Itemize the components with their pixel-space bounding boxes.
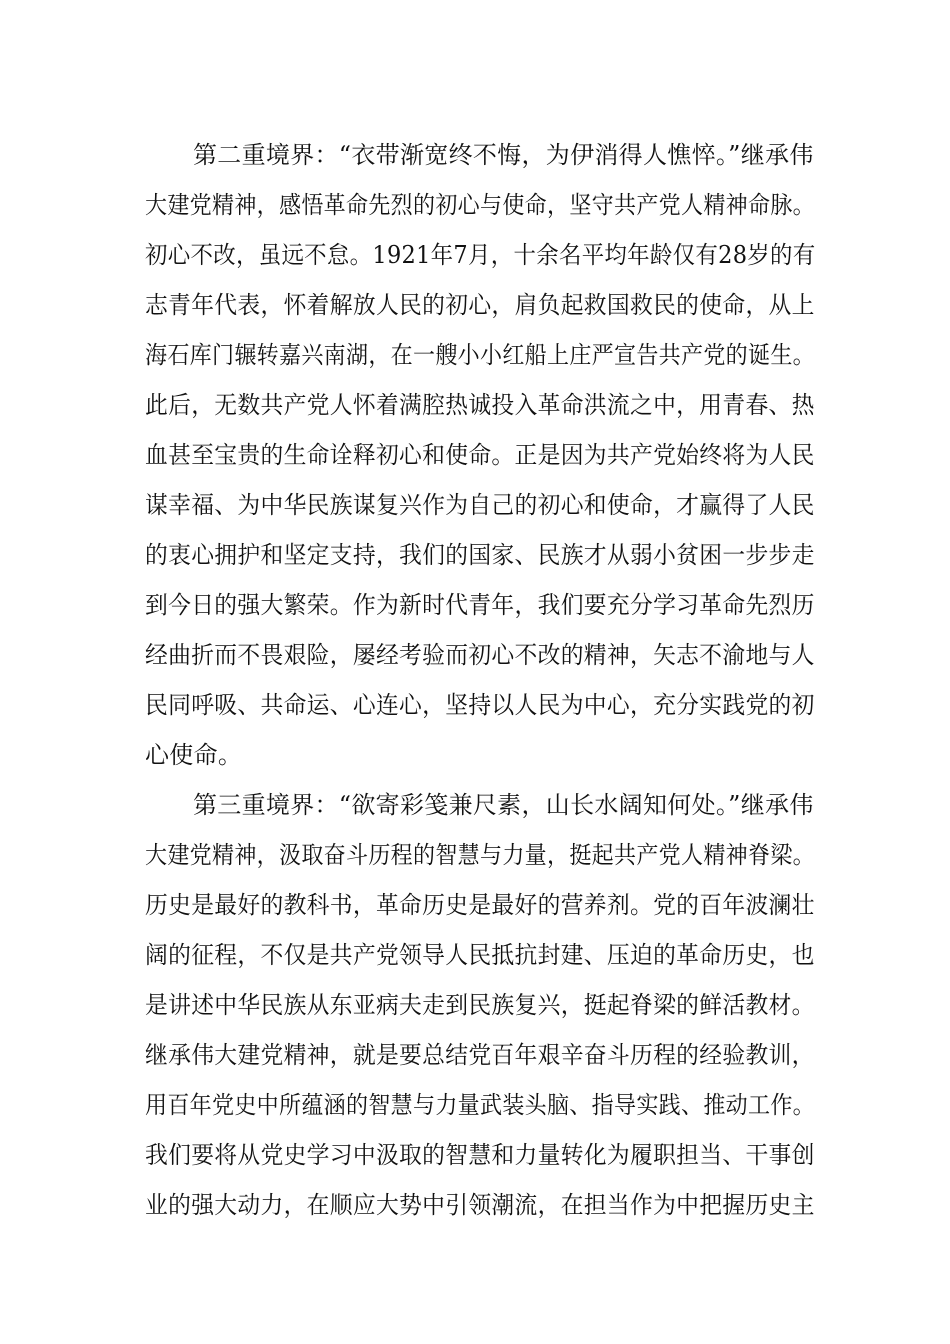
- paragraph-line: 志青年代表，怀着解放人民的初心，肩负起救国救民的使命，从上: [145, 291, 815, 319]
- paragraph-line: 我们要将从党史学习中汲取的智慧和力量转化为履职担当、干事创: [145, 1141, 815, 1169]
- paragraph-line: 用百年党史中所蕴涵的智慧与力量武装头脑、指导实践、推动工作。: [145, 1091, 816, 1119]
- paragraph-line: 第三重境界：“欲寄彩笺兼尺素，山长水阔知何处。”继承伟: [193, 791, 814, 819]
- paragraph-line: 历史是最好的教科书，革命历史是最好的营养剂。党的百年波澜壮: [145, 891, 815, 919]
- paragraph-line: 第二重境界：“衣带渐宽终不悔，为伊消得人憔悴。”继承伟: [193, 141, 814, 169]
- paragraph-line: 阔的征程，不仅是共产党领导人民抵抗封建、压迫的革命历史，也: [145, 941, 815, 969]
- paragraph-line: 业的强大动力，在顺应大势中引领潮流，在担当作为中把握历史主: [145, 1191, 815, 1219]
- paragraph-line: 经曲折而不畏艰险，屡经考验而初心不改的精神，矢志不渝地与人: [145, 641, 815, 669]
- paragraph-line: 大建党精神，感悟革命先烈的初心与使命，坚守共产党人精神命脉。: [145, 191, 816, 219]
- paragraph-line: 心使命。: [145, 741, 243, 769]
- paragraph-line: 到今日的强大繁荣。作为新时代青年，我们要充分学习革命先烈历: [145, 591, 815, 619]
- paragraph-line: 此后，无数共产党人怀着满腔热诚投入革命洪流之中，用青春、热: [145, 391, 815, 419]
- paragraph-line: 的衷心拥护和坚定支持，我们的国家、民族才从弱小贫困一步步走: [145, 541, 815, 569]
- paragraph-line: 民同呼吸、共命运、心连心，坚持以人民为中心，充分实践党的初: [145, 691, 815, 719]
- paragraph-line: 海石库门辗转嘉兴南湖，在一艘小小红船上庄严宣告共产党的诞生。: [145, 341, 816, 369]
- paragraph-line: 血甚至宝贵的生命诠释初心和使命。正是因为共产党始终将为人民: [145, 441, 815, 469]
- paragraph-line: 大建党精神，汲取奋斗历程的智慧与力量，挺起共产党人精神脊梁。: [145, 841, 816, 869]
- paragraph-line: 是讲述中华民族从东亚病夫走到民族复兴，挺起脊梁的鲜活教材。: [145, 991, 815, 1019]
- paragraph-line: 初心不改，虽远不怠。1921年7月，十余名平均年龄仅有28岁的有: [145, 241, 816, 269]
- paragraph-line: 继承伟大建党精神，就是要总结党百年艰辛奋斗历程的经验教训，: [145, 1041, 815, 1069]
- paragraph-line: 谋幸福、为中华民族谋复兴作为自己的初心和使命，才赢得了人民: [145, 491, 815, 519]
